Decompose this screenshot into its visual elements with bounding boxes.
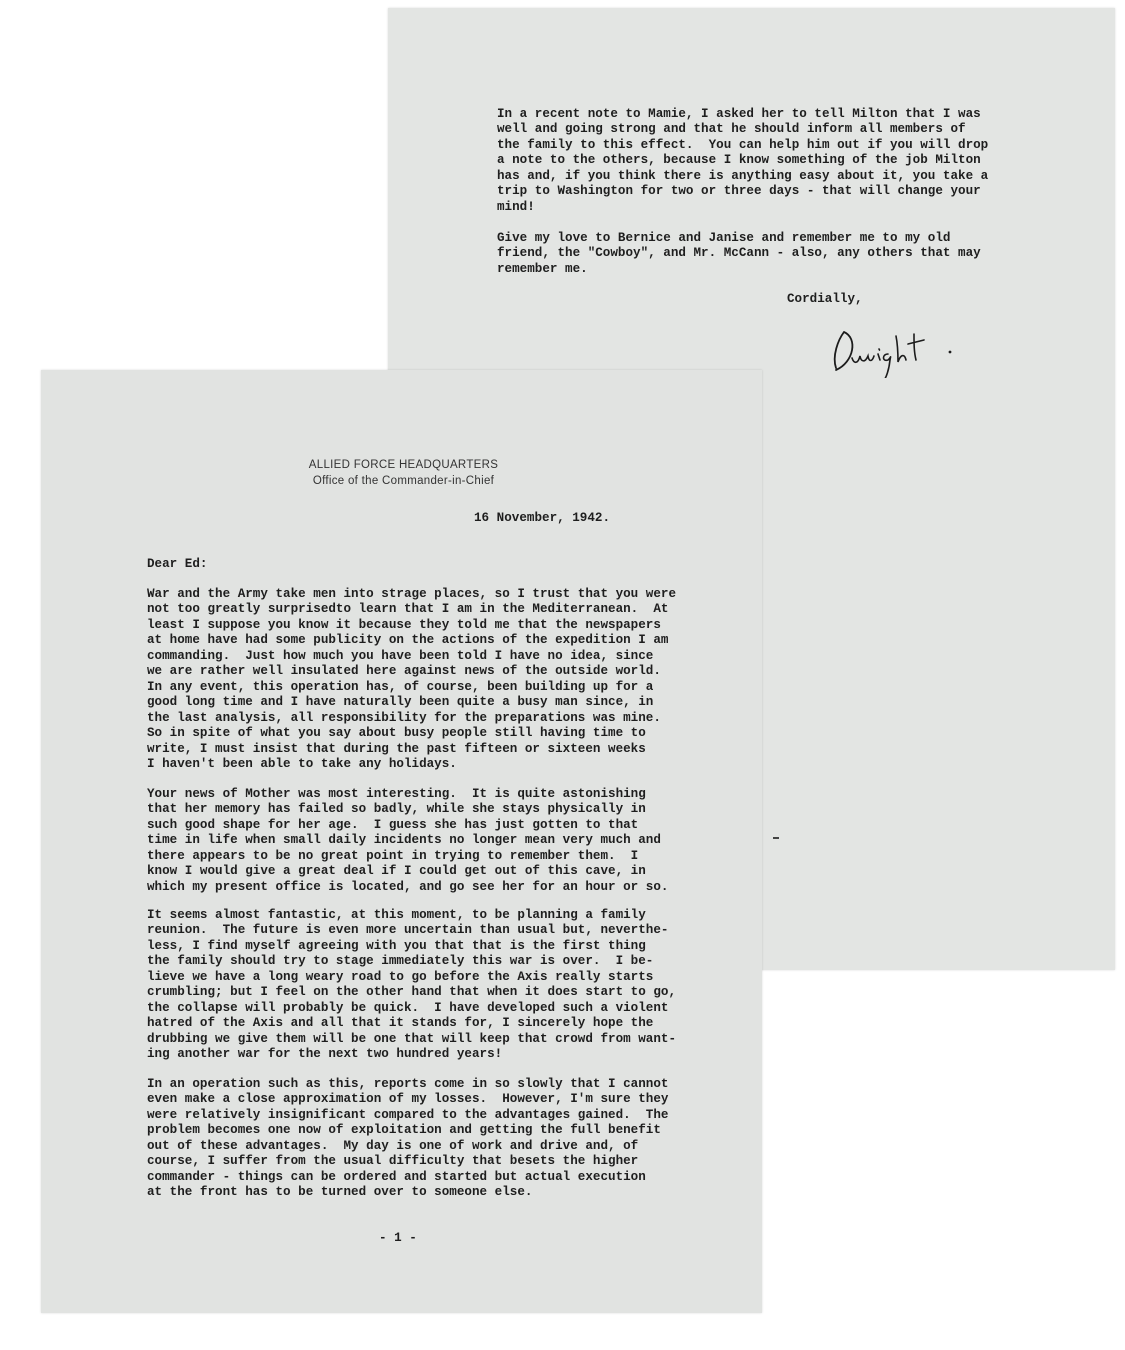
page2-paragraph-2: Give my love to Bernice and Janise and remember me to my old friend, the "Cowboy", and Mr. McCann - also, any others that may remember me. (497, 231, 981, 276)
letterhead-subtitle: Office of the Commander-in-Chief (312, 475, 495, 487)
letterhead-title: ALLIED FORCE HEADQUARTERS (308, 459, 499, 471)
salutation: Dear Ed: (147, 557, 208, 571)
letter-date: 16 November, 1942. (474, 511, 611, 525)
fold-mark (773, 837, 779, 839)
page1-paragraph-2: Your news of Mother was most interesting. It is quite astonishing that her memory has failed so badly, while she stays physically in such good shape for her age. I guess she has just gotten to that time in life when small daily incidents no longer mean very much and there appears to be no great point in trying to remember them. I know I would give a great deal if I could get out of this cave, in which my present office is located, and go see her for an hour or so. (147, 787, 669, 894)
page2-paragraph-1: In a recent note to Mamie, I asked her to tell Milton that I was well and going strong and that he should inform all members of the family to this effect. You can help him out if you will drop a note to the others, because I know something of the job Milton has and, if you think there is anything easy about it, you take a trip to Washington for two or three days - that will change your mind! (497, 107, 989, 214)
page1-paragraph-4: In an operation such as this, reports come in so slowly that I cannot even make a close approximation of my losses. However, I'm sure they were relatively insignificant compared to the advantages gained. The problem becomes one now of exploitation and getting the full benefit out of these advantages. My day is one of work and drive and, of course, I suffer from the usual difficulty that besets the higher commander - things can be ordered and started but actual execution at the front has to be turned over to someone else. (147, 1077, 669, 1200)
signature-image (828, 318, 978, 378)
page1-paragraph-3: It seems almost fantastic, at this moment, to be planning a family reunion. The future is even more uncertain than usual but, neverthe- less, I find myself agreeing with you that that is the first thing the family should try to stage immediately this war is over. I be- lieve we have a long weary road to go before the Axis really starts crumbling; but I feel on the other hand that when it does start to go, the collapse will probably be quick. I have developed such a violent hatred of the Axis and all that it stands for, I sincerely hope the drubbing we give them will be one that will keep that crowd from want- ing another war for the next two hundred years! (147, 908, 677, 1062)
letter-page-1 (41, 370, 762, 1313)
page1-paragraph-1: War and the Army take men into strage places, so I trust that you were not too greatly surprisedto learn that I am in the Mediterranean. At least I suppose you know it because they told me that the newspapers at home have had some publicity on the actions of the expedition I am commanding. Just how much you have been told I have no idea, since we are rather well insulated here against news of the outside world. In any event, this operation has, of course, been building up for a good long time and I have naturally been quite a busy man since, in the last analysis, all responsibility for the preparations was mine. So in spite of what you say about busy people still having time to write, I must insist that during the past fifteen or sixteen weeks I haven't been able to take any holidays. (147, 587, 677, 771)
page-number: - 1 - (379, 1231, 417, 1245)
closing: Cordially, (787, 292, 863, 306)
